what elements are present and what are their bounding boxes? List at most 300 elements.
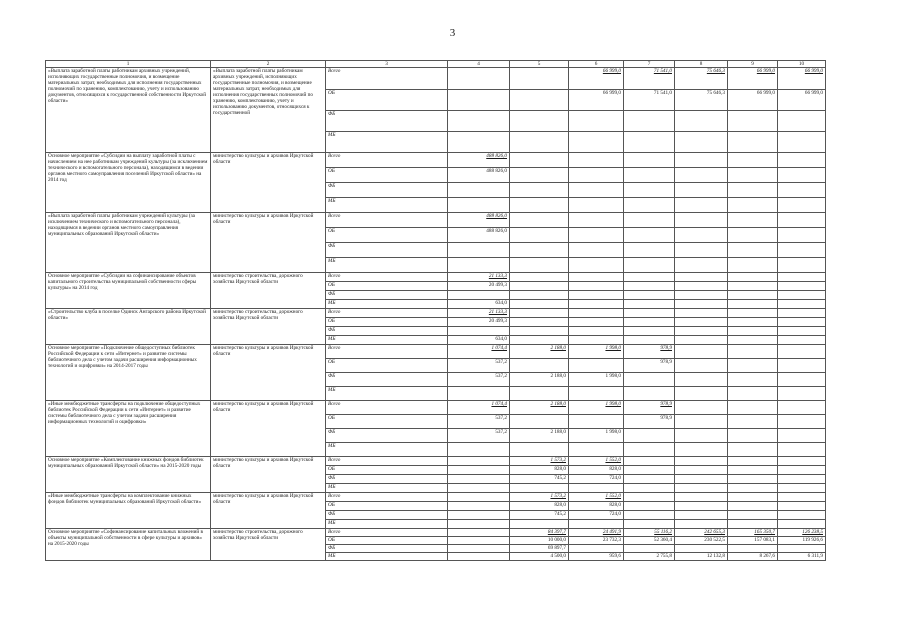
funding-source-label: ФБ — [326, 511, 448, 520]
amount-cell — [728, 359, 778, 373]
amount-cell — [448, 111, 510, 132]
amount-cell — [448, 387, 510, 401]
funding-source-label: МБ — [326, 553, 448, 561]
measure-description: Основное мероприятие «Субсидии на выплату заработной платы с начислением на нее работникам учреждений культуры (за исключением технического и вспомогательного персонала), находящимся в ведении органов местного самоуправления поселений Иркутской области» на 2014 год — [46, 153, 211, 213]
amount-cell — [675, 228, 728, 243]
amount-cell — [778, 502, 826, 511]
amount-cell — [675, 291, 728, 300]
header-cell: 10 — [778, 61, 826, 68]
amount-cell: 1 074,4 — [448, 401, 510, 415]
amount-cell: 8 267,6 — [728, 553, 778, 561]
amount-cell — [510, 153, 569, 168]
amount-cell — [510, 300, 569, 309]
header-row — [46, 61, 826, 68]
amount-cell — [624, 511, 675, 520]
amount-cell — [569, 228, 624, 243]
amount-cell: 488 826,0 — [448, 213, 510, 228]
amount-cell — [624, 183, 675, 198]
amount-cell — [624, 198, 675, 213]
amount-cell — [569, 111, 624, 132]
amount-cell — [569, 243, 624, 258]
amount-cell — [448, 545, 510, 553]
table-row — [46, 309, 826, 318]
amount-cell — [624, 300, 675, 309]
funding-source-label: МБ — [326, 336, 448, 345]
measure-description: Основное мероприятие «Софинансирование капитальных вложений в объекты муниципальной собственности в сфере культуры и архивов» на 2015-2020 годы — [46, 529, 211, 561]
amount-cell — [778, 282, 826, 291]
amount-cell — [675, 443, 728, 457]
amount-cell: 242 655,3 — [675, 529, 728, 537]
amount-cell — [675, 493, 728, 502]
amount-cell — [624, 111, 675, 132]
amount-cell — [778, 336, 826, 345]
amount-cell — [778, 228, 826, 243]
measure-description: «Иные межбюджетные трансферты на подключение общедоступных библиотек Российской Федерации к сети «Интернет» и развитие системы библиотечного дела с учетом задачи расширения информационных технологий и оцифровки» — [46, 401, 211, 457]
amount-cell — [569, 327, 624, 336]
funding-source-label: Всего — [326, 68, 448, 90]
funding-source-label: МБ — [326, 198, 448, 213]
amount-cell — [675, 545, 728, 553]
funding-source-label: ФБ — [326, 545, 448, 553]
amount-cell — [624, 168, 675, 183]
amount-cell: 537,2 — [448, 359, 510, 373]
amount-cell — [569, 443, 624, 457]
amount-cell — [675, 282, 728, 291]
amount-cell — [569, 359, 624, 373]
amount-cell — [728, 273, 778, 282]
funding-source-label: МБ — [326, 387, 448, 401]
amount-cell: 157 083,1 — [728, 537, 778, 545]
amount-cell: 2 188,0 — [510, 429, 569, 443]
amount-cell — [778, 327, 826, 336]
amount-cell — [448, 243, 510, 258]
amount-cell: 828,0 — [569, 502, 624, 511]
amount-cell — [569, 282, 624, 291]
amount-cell — [510, 183, 569, 198]
responsible-executor: министерство культуры и архивов Иркутской области — [211, 401, 326, 457]
amount-cell — [624, 373, 675, 387]
amount-cell — [728, 198, 778, 213]
amount-cell — [510, 68, 569, 90]
amount-cell: 1 552,0 — [569, 457, 624, 466]
amount-cell — [510, 243, 569, 258]
amount-cell — [624, 443, 675, 457]
amount-cell — [569, 336, 624, 345]
amount-cell — [569, 484, 624, 493]
amount-cell — [778, 466, 826, 475]
table-row — [46, 213, 826, 228]
amount-cell — [728, 373, 778, 387]
amount-cell — [675, 327, 728, 336]
amount-cell — [510, 291, 569, 300]
amount-cell: 20 499,3 — [448, 282, 510, 291]
amount-cell — [569, 300, 624, 309]
responsible-executor: «Выплата заработной платы работникам архивных учреждений, исполняющих государственные полномочия, и возмещение материальных затрат, необходимых для исполнения государственных полномочий по хранению, комплектованию, учету и использованию документов, относящихся к государственной — [211, 68, 326, 153]
funding-source-label: ОБ — [326, 415, 448, 429]
amount-cell — [778, 132, 826, 153]
funding-source-label: ОБ — [326, 318, 448, 327]
amount-cell — [728, 213, 778, 228]
table-row — [46, 493, 826, 502]
amount-cell — [675, 387, 728, 401]
amount-cell — [675, 273, 728, 282]
amount-cell — [624, 153, 675, 168]
amount-cell — [778, 258, 826, 273]
amount-cell: 745,2 — [510, 475, 569, 484]
amount-cell — [510, 387, 569, 401]
amount-cell — [728, 429, 778, 443]
amount-cell — [510, 327, 569, 336]
funding-source-label: ФБ — [326, 373, 448, 387]
amount-cell — [448, 258, 510, 273]
amount-cell — [448, 520, 510, 529]
amount-cell — [448, 68, 510, 90]
funding-source-label: ОБ — [326, 282, 448, 291]
amount-cell — [728, 282, 778, 291]
amount-cell: 165 350,7 — [728, 529, 778, 537]
amount-cell — [510, 415, 569, 429]
amount-cell — [624, 502, 675, 511]
amount-cell — [778, 300, 826, 309]
page-number: 3 — [449, 27, 456, 39]
amount-cell — [778, 345, 826, 359]
amount-cell — [728, 401, 778, 415]
amount-cell — [728, 327, 778, 336]
funding-source-label: Всего — [326, 457, 448, 466]
amount-cell — [728, 345, 778, 359]
amount-cell: 2 755,8 — [624, 553, 675, 561]
amount-cell — [624, 457, 675, 466]
amount-cell: 959,6 — [569, 553, 624, 561]
funding-source-label: ОБ — [326, 90, 448, 111]
amount-cell: 828,0 — [510, 502, 569, 511]
funding-source-label: Всего — [326, 213, 448, 228]
amount-cell: 66 999,0 — [728, 90, 778, 111]
amount-cell: 69 897,7 — [510, 545, 569, 553]
funding-source-label: Всего — [326, 401, 448, 415]
amount-cell: 828,0 — [510, 466, 569, 475]
amount-cell — [569, 183, 624, 198]
amount-cell: 1 998,0 — [569, 401, 624, 415]
amount-cell — [728, 243, 778, 258]
amount-cell — [448, 198, 510, 213]
amount-cell — [728, 387, 778, 401]
amount-cell: 21 133,3 — [448, 273, 510, 282]
funding-source-label: МБ — [326, 443, 448, 457]
amount-cell — [675, 318, 728, 327]
funding-source-label: Всего — [326, 273, 448, 282]
amount-cell — [569, 153, 624, 168]
amount-cell — [778, 168, 826, 183]
budget-table — [45, 60, 826, 561]
amount-cell: 1 552,0 — [569, 493, 624, 502]
measure-description: «Иные межбюджетные трансферты на комплектование книжных фондов библиотек муниципальных образований Иркутской области» — [46, 493, 211, 529]
amount-cell: 1 998,0 — [569, 345, 624, 359]
amount-cell — [624, 291, 675, 300]
amount-cell — [510, 484, 569, 493]
amount-cell — [728, 502, 778, 511]
amount-cell: 23 732,3 — [569, 537, 624, 545]
funding-source-label: Всего — [326, 529, 448, 537]
amount-cell: 71 541,0 — [624, 68, 675, 90]
funding-source-label: ОБ — [326, 502, 448, 511]
amount-cell: 84 397,7 — [510, 529, 569, 537]
amount-cell — [448, 537, 510, 545]
amount-cell — [675, 457, 728, 466]
amount-cell — [675, 466, 728, 475]
funding-source-label: ОБ — [326, 537, 448, 545]
amount-cell — [728, 258, 778, 273]
amount-cell — [510, 258, 569, 273]
amount-cell — [728, 545, 778, 553]
amount-cell — [778, 429, 826, 443]
amount-cell — [448, 90, 510, 111]
amount-cell: 12 132,8 — [675, 553, 728, 561]
amount-cell — [778, 243, 826, 258]
amount-cell — [778, 387, 826, 401]
amount-cell — [624, 475, 675, 484]
responsible-executor: министерство строительства, дорожного хозяйства Иркутской области — [211, 309, 326, 345]
amount-cell — [624, 318, 675, 327]
funding-source-label: Всего — [326, 345, 448, 359]
amount-cell: 488 826,0 — [448, 153, 510, 168]
amount-cell — [778, 111, 826, 132]
header-cell: 7 — [624, 61, 675, 68]
responsible-executor: министерство культуры и архивов Иркутской области — [211, 153, 326, 213]
header-cell: 9 — [728, 61, 778, 68]
amount-cell — [569, 291, 624, 300]
funding-source-label: ФБ — [326, 475, 448, 484]
amount-cell — [448, 493, 510, 502]
amount-cell — [728, 153, 778, 168]
amount-cell — [778, 273, 826, 282]
amount-cell — [448, 484, 510, 493]
amount-cell — [569, 213, 624, 228]
amount-cell: 6 311,9 — [778, 553, 826, 561]
amount-cell — [448, 475, 510, 484]
amount-cell — [448, 327, 510, 336]
amount-cell — [510, 90, 569, 111]
amount-cell: 537,2 — [448, 429, 510, 443]
table-row — [46, 345, 826, 359]
amount-cell — [510, 359, 569, 373]
funding-source-label: МБ — [326, 520, 448, 529]
amount-cell — [778, 183, 826, 198]
amount-cell — [778, 545, 826, 553]
amount-cell: 4 500,0 — [510, 553, 569, 561]
amount-cell: 724,0 — [569, 511, 624, 520]
amount-cell — [448, 502, 510, 511]
amount-cell — [510, 228, 569, 243]
amount-cell — [675, 359, 728, 373]
funding-source-label: МБ — [326, 258, 448, 273]
amount-cell — [675, 520, 728, 529]
amount-cell — [728, 415, 778, 429]
amount-cell — [675, 153, 728, 168]
amount-cell: 55 116,2 — [624, 529, 675, 537]
amount-cell — [778, 401, 826, 415]
amount-cell — [778, 309, 826, 318]
amount-cell: 2 188,0 — [510, 401, 569, 415]
amount-cell — [569, 168, 624, 183]
amount-cell: 978,9 — [624, 359, 675, 373]
amount-cell: 745,2 — [510, 511, 569, 520]
amount-cell — [448, 466, 510, 475]
funding-source-label: МБ — [326, 300, 448, 309]
amount-cell — [728, 466, 778, 475]
amount-cell — [448, 132, 510, 153]
amount-cell — [728, 291, 778, 300]
funding-source-label: ФБ — [326, 327, 448, 336]
amount-cell — [448, 183, 510, 198]
amount-cell — [624, 258, 675, 273]
amount-cell — [728, 300, 778, 309]
amount-cell — [675, 258, 728, 273]
amount-cell — [624, 520, 675, 529]
amount-cell — [675, 183, 728, 198]
amount-cell: 230 522,5 — [675, 537, 728, 545]
measure-description: Основное мероприятие «Субсидии на софинансирование объектов капитального строительства муниципальной собственности сферы культуры» на 2014 год — [46, 273, 211, 309]
amount-cell — [510, 282, 569, 291]
amount-cell — [569, 318, 624, 327]
amount-cell — [675, 401, 728, 415]
amount-cell: 724,0 — [569, 475, 624, 484]
amount-cell — [675, 511, 728, 520]
amount-cell — [675, 132, 728, 153]
amount-cell — [569, 545, 624, 553]
amount-cell — [624, 387, 675, 401]
amount-cell — [728, 309, 778, 318]
amount-cell — [728, 168, 778, 183]
amount-cell: 66 999,0 — [728, 68, 778, 90]
amount-cell — [624, 429, 675, 443]
amount-cell — [728, 511, 778, 520]
amount-cell: 828,0 — [569, 466, 624, 475]
amount-cell — [569, 520, 624, 529]
table-row — [46, 401, 826, 415]
amount-cell: 66 999,0 — [569, 68, 624, 90]
amount-cell — [675, 243, 728, 258]
amount-cell: 20 499,3 — [448, 318, 510, 327]
amount-cell — [624, 484, 675, 493]
amount-cell: 978,9 — [624, 415, 675, 429]
amount-cell — [728, 443, 778, 457]
amount-cell: 52 360,4 — [624, 537, 675, 545]
funding-source-label: МБ — [326, 132, 448, 153]
amount-cell — [624, 327, 675, 336]
amount-cell — [510, 443, 569, 457]
amount-cell: 978,9 — [624, 345, 675, 359]
amount-cell — [778, 511, 826, 520]
amount-cell: 66 999,0 — [778, 68, 826, 90]
amount-cell: 71 541,0 — [624, 90, 675, 111]
amount-cell: 66 999,0 — [778, 90, 826, 111]
amount-cell — [675, 502, 728, 511]
responsible-executor: министерство культуры и архивов Иркутской области — [211, 213, 326, 273]
amount-cell — [728, 183, 778, 198]
amount-cell — [778, 373, 826, 387]
amount-cell: 10 000,0 — [510, 537, 569, 545]
amount-cell — [778, 457, 826, 466]
amount-cell — [778, 493, 826, 502]
amount-cell — [624, 243, 675, 258]
amount-cell — [569, 387, 624, 401]
amount-cell — [675, 168, 728, 183]
amount-cell — [778, 213, 826, 228]
amount-cell — [624, 132, 675, 153]
amount-cell — [728, 111, 778, 132]
amount-cell — [448, 457, 510, 466]
amount-cell — [778, 443, 826, 457]
amount-cell: 21 133,3 — [448, 309, 510, 318]
funding-source-label: ФБ — [326, 111, 448, 132]
amount-cell — [675, 484, 728, 493]
amount-cell — [624, 282, 675, 291]
amount-cell — [624, 336, 675, 345]
amount-cell: 1 074,4 — [448, 345, 510, 359]
amount-cell: 1 998,0 — [569, 373, 624, 387]
amount-cell — [510, 273, 569, 282]
funding-source-label: ФБ — [326, 291, 448, 300]
amount-cell — [728, 228, 778, 243]
amount-cell — [675, 213, 728, 228]
amount-cell: 634,0 — [448, 300, 510, 309]
amount-cell: 1 573,2 — [510, 457, 569, 466]
amount-cell — [448, 291, 510, 300]
funding-source-label: ОБ — [326, 228, 448, 243]
amount-cell — [624, 228, 675, 243]
amount-cell: 2 188,0 — [510, 345, 569, 359]
funding-source-label: ФБ — [326, 429, 448, 443]
funding-source-label: ОБ — [326, 168, 448, 183]
amount-cell — [624, 273, 675, 282]
header-cell: 6 — [569, 61, 624, 68]
header-cell: 8 — [675, 61, 728, 68]
amount-cell — [728, 336, 778, 345]
measure-description: «Выплата заработной платы работникам учреждений культуры (за исключением технического и вспомогательного персонала), находящимся в ведении органов местного самоуправления муниципальных образований Иркутской области» — [46, 213, 211, 273]
amount-cell — [675, 198, 728, 213]
amount-cell — [510, 520, 569, 529]
responsible-executor: министерство культуры и архивов Иркутской области — [211, 493, 326, 529]
amount-cell: 24 491,9 — [569, 529, 624, 537]
amount-cell: 1 573,2 — [510, 493, 569, 502]
funding-source-label: Всего — [326, 153, 448, 168]
amount-cell — [675, 415, 728, 429]
header-cell: 4 — [448, 61, 510, 68]
header-cell: 5 — [510, 61, 569, 68]
amount-cell — [448, 529, 510, 537]
funding-source-label: ОБ — [326, 466, 448, 475]
responsible-executor: министерство строительства, дорожного хозяйства Иркутской области — [211, 273, 326, 309]
table-row — [46, 153, 826, 168]
amount-cell — [510, 318, 569, 327]
amount-cell: 488 826,0 — [448, 228, 510, 243]
amount-cell — [675, 373, 728, 387]
amount-cell — [510, 336, 569, 345]
amount-cell: 488 826,0 — [448, 168, 510, 183]
amount-cell — [728, 132, 778, 153]
amount-cell: 119 926,6 — [778, 537, 826, 545]
amount-cell: 126 238,5 — [778, 529, 826, 537]
amount-cell: 2 188,0 — [510, 373, 569, 387]
table-body — [46, 68, 826, 561]
amount-cell — [675, 300, 728, 309]
amount-cell: 978,9 — [624, 401, 675, 415]
header-cell: 1 — [46, 61, 211, 68]
amount-cell — [624, 213, 675, 228]
amount-cell — [624, 493, 675, 502]
amount-cell — [675, 336, 728, 345]
